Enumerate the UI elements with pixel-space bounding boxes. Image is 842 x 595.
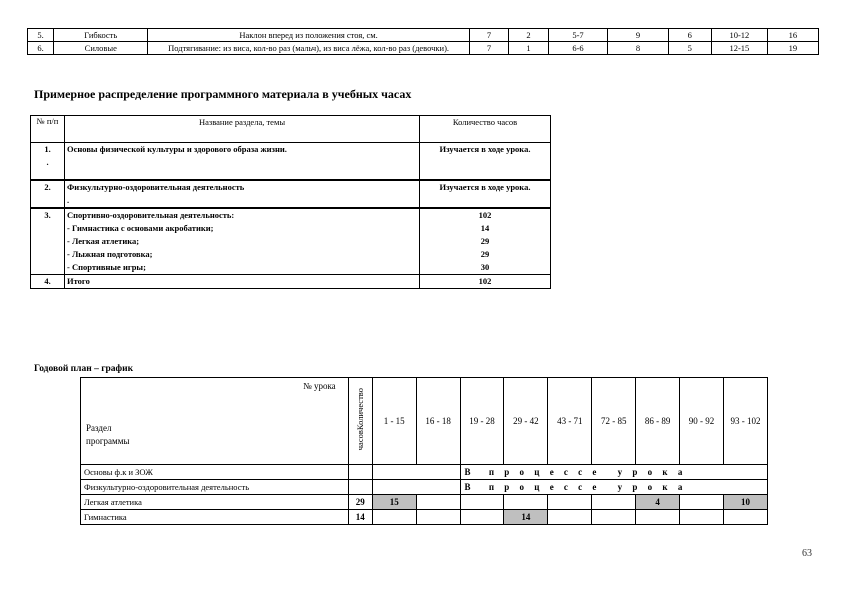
section-hours: Изучается в ходе урока. bbox=[420, 143, 551, 181]
plan-cell bbox=[416, 495, 460, 510]
norm-value: 19 bbox=[767, 42, 818, 55]
plan-cell bbox=[460, 510, 504, 525]
table-row bbox=[31, 208, 551, 275]
plan-cell bbox=[504, 495, 548, 510]
section-hours: Изучается в ходе урока. bbox=[420, 180, 551, 208]
row-label: Физкультурно-оздоровительная деятельность bbox=[81, 480, 349, 495]
in-lesson-note bbox=[460, 465, 767, 480]
norm-value: 1 bbox=[509, 42, 548, 55]
section-name: Основы физической культуры и здорового образа жизни. bbox=[65, 143, 420, 181]
hours-value: 30 bbox=[480, 262, 490, 272]
table-row bbox=[31, 180, 551, 208]
table-header-row bbox=[31, 116, 551, 143]
hours-column-header bbox=[348, 378, 372, 465]
quality-name: Силовые bbox=[54, 42, 148, 55]
hours-value: 29 bbox=[480, 249, 490, 259]
lesson-range: 72 - 85 bbox=[592, 378, 636, 465]
section-label bbox=[86, 422, 129, 448]
empty-cell bbox=[372, 480, 460, 495]
section-name: Физкультурно-оздоровительная деятельность bbox=[67, 182, 245, 192]
lesson-range: 29 - 42 bbox=[504, 378, 548, 465]
plan-cell bbox=[680, 510, 724, 525]
norm-value: 16 bbox=[767, 29, 818, 42]
table-row bbox=[81, 480, 768, 495]
note-word: п р о ц е с с е bbox=[488, 467, 601, 477]
table-row bbox=[31, 143, 551, 181]
norm-value: 5-7 bbox=[548, 29, 608, 42]
plan-heading: Годовой план – график bbox=[34, 364, 134, 374]
norm-value: 10-12 bbox=[711, 29, 767, 42]
lesson-range: 86 - 89 bbox=[636, 378, 680, 465]
section-label-line: программы bbox=[86, 436, 130, 446]
plan-cell bbox=[372, 510, 416, 525]
norm-value: 2 bbox=[509, 29, 548, 42]
empty-cell bbox=[372, 465, 460, 480]
table-header-row bbox=[81, 378, 768, 465]
hours-cell bbox=[348, 465, 372, 480]
plan-cell bbox=[680, 495, 724, 510]
plan-cell: 10 bbox=[723, 495, 767, 510]
norm-value: 6-6 bbox=[548, 42, 608, 55]
plan-cell bbox=[592, 495, 636, 510]
lesson-range: 19 - 28 bbox=[460, 378, 504, 465]
section-name-cell bbox=[65, 180, 420, 208]
note-word: у р о к а bbox=[617, 482, 687, 492]
exercise-text: Наклон вперед из положения стоя, см. bbox=[148, 29, 469, 42]
row-number: 5. bbox=[28, 29, 54, 42]
row-number: 3. bbox=[31, 208, 65, 275]
plan-cell: 15 bbox=[372, 495, 416, 510]
corner-header bbox=[81, 378, 349, 465]
note-word: В bbox=[464, 467, 472, 477]
row-label: Гимнастика bbox=[81, 510, 349, 525]
program-distribution-table bbox=[30, 115, 551, 289]
sport-subsection: - Гимнастика с основами акробатики; bbox=[67, 223, 214, 233]
total-hours: 102 bbox=[420, 275, 551, 289]
row-number: 2. bbox=[31, 180, 65, 208]
plan-cell bbox=[548, 495, 592, 510]
row-label: Легкая атлетика bbox=[81, 495, 349, 510]
lesson-range: 93 - 102 bbox=[723, 378, 767, 465]
note-word: п р о ц е с с е bbox=[488, 482, 601, 492]
sport-section-title: Спортивно-оздоровительная деятельность: bbox=[67, 210, 235, 220]
row-label: Основы ф.к и ЗОЖ bbox=[81, 465, 349, 480]
header-num: № п/п bbox=[31, 116, 65, 143]
row-number-extra: . bbox=[46, 157, 49, 167]
sport-section-names bbox=[65, 208, 420, 275]
norm-value: 8 bbox=[608, 42, 668, 55]
annual-plan-table bbox=[80, 377, 768, 525]
norm-value: 7 bbox=[469, 29, 508, 42]
table-row bbox=[81, 495, 768, 510]
plan-cell bbox=[416, 510, 460, 525]
table-row bbox=[81, 510, 768, 525]
row-number-cell bbox=[31, 143, 65, 181]
hours-value: 14 bbox=[480, 223, 490, 233]
header-section-name: Название раздела, темы bbox=[65, 116, 420, 143]
note-word: у р о к а bbox=[617, 467, 687, 477]
exercise-text: Подтягивание: из виса, кол-во раз (мальч), из виса лёжа, кол-во раз (девочки). bbox=[148, 42, 469, 55]
hours-value: 29 bbox=[480, 236, 490, 246]
note-word: В bbox=[464, 482, 472, 492]
page-number: 63 bbox=[802, 548, 812, 559]
plan-cell: 14 bbox=[504, 510, 548, 525]
lesson-range: 16 - 18 bbox=[416, 378, 460, 465]
header-hours: Количество часов bbox=[420, 116, 551, 143]
quality-name: Гибкость bbox=[54, 29, 148, 42]
section-name-extra: . bbox=[67, 195, 70, 205]
plan-cell bbox=[460, 495, 504, 510]
sport-subsection: - Лыжная подготовка; bbox=[67, 249, 153, 259]
in-lesson-note bbox=[460, 480, 767, 495]
row-number: 6. bbox=[28, 42, 54, 55]
hours-cell bbox=[348, 480, 372, 495]
sport-section-hours bbox=[420, 208, 551, 275]
sport-subsection: - Легкая атлетика; bbox=[67, 236, 140, 246]
lesson-range: 90 - 92 bbox=[680, 378, 724, 465]
norm-value: 9 bbox=[608, 29, 668, 42]
total-label: Итого bbox=[65, 275, 420, 289]
section-label-line: Раздел bbox=[86, 423, 112, 433]
section-heading: Примерное распределение программного материала в учебных часах bbox=[34, 87, 412, 101]
lesson-number-label: № урока bbox=[303, 381, 336, 391]
sport-subsection: - Спортивные игры; bbox=[67, 262, 146, 272]
table-row bbox=[28, 42, 819, 55]
lesson-range: 43 - 71 bbox=[548, 378, 592, 465]
hours-column-label: часовКоличество bbox=[355, 388, 366, 451]
hours-value: 102 bbox=[478, 210, 492, 220]
plan-cell bbox=[723, 510, 767, 525]
table-row bbox=[81, 465, 768, 480]
hours-cell: 29 bbox=[348, 495, 372, 510]
hours-cell: 14 bbox=[348, 510, 372, 525]
plan-cell bbox=[592, 510, 636, 525]
norm-value: 6 bbox=[668, 29, 711, 42]
norm-value: 7 bbox=[469, 42, 508, 55]
plan-cell bbox=[548, 510, 592, 525]
norm-value: 5 bbox=[668, 42, 711, 55]
table-row-total bbox=[31, 275, 551, 289]
table-row bbox=[28, 29, 819, 42]
fitness-norms-table bbox=[27, 28, 819, 55]
row-number: 1. bbox=[44, 144, 51, 154]
plan-cell: 4 bbox=[636, 495, 680, 510]
lesson-range: 1 - 15 bbox=[372, 378, 416, 465]
plan-cell bbox=[636, 510, 680, 525]
row-number: 4. bbox=[31, 275, 65, 289]
norm-value: 12-15 bbox=[711, 42, 767, 55]
